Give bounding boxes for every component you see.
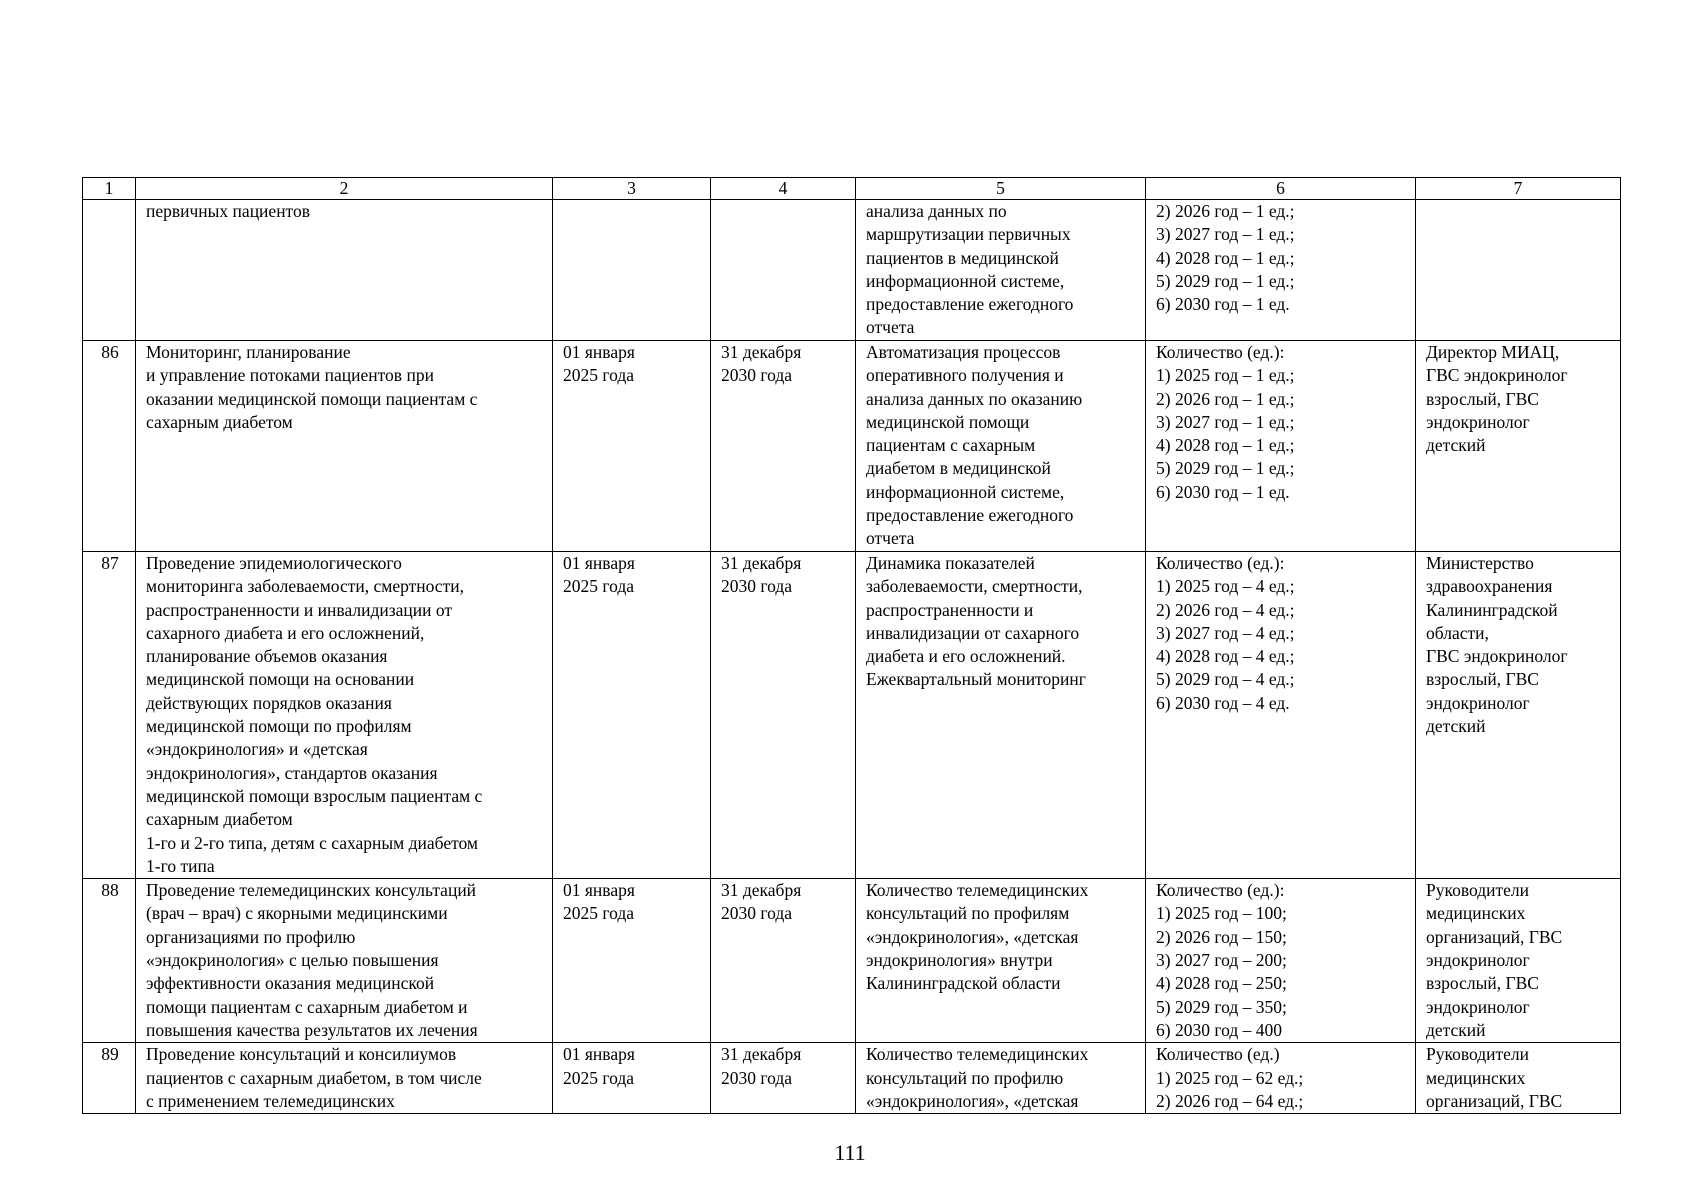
text-line: анализа данных по — [866, 201, 1007, 221]
start-date-cell — [553, 879, 711, 1043]
text-line: 31 декабря — [721, 342, 802, 362]
text-line: 5) 2029 год – 1 ед.; — [1156, 270, 1295, 291]
text-line: отчета — [866, 528, 915, 549]
text-line: 2025 года — [563, 365, 635, 386]
text-line: (врач – врач) с якорными медицинскими — [146, 903, 448, 924]
text-line: Ежеквартальный мониторинг — [866, 669, 1086, 690]
text-line: детский — [1426, 435, 1486, 456]
text-line: 2) 2026 год – 1 ед.; — [1156, 388, 1295, 409]
text-line: Проведение телемедицинских консультаций — [146, 880, 477, 901]
responsible-cell — [1416, 1043, 1621, 1114]
text-line: пациентам с сахарным — [866, 435, 1036, 456]
text-line: эндокринология» внутри — [866, 950, 1053, 971]
text-line: 6) 2030 год – 400 — [1156, 1019, 1282, 1040]
text-line: здравоохранения — [1426, 576, 1553, 597]
text-line: пациентов с сахарным диабетом, в том числе — [146, 1067, 482, 1088]
text-line: 1) 2025 год – 4 ед.; — [1156, 576, 1295, 597]
table-row — [83, 200, 1621, 341]
text-line: организаций, ГВС — [1426, 1090, 1563, 1111]
text-line: эндокринология», стандартов оказания — [146, 762, 438, 783]
text-line: эффективности оказания медицинской — [146, 973, 435, 994]
text-line: Мониторинг, планирование — [146, 342, 351, 362]
text-line: 31 декабря — [721, 553, 802, 573]
end-date-cell — [711, 1043, 856, 1114]
end-date-cell — [711, 341, 856, 552]
text-line: 01 января — [563, 342, 635, 362]
text-line: Проведение консультаций и консилиумов — [146, 1044, 457, 1065]
text-line: Динамика показателей — [866, 553, 1035, 573]
text-line: 6) 2030 год – 1 ед. — [1156, 294, 1290, 315]
text-line: 6) 2030 год – 1 ед. — [1156, 481, 1290, 502]
text-line: 6) 2030 год – 4 ед. — [1156, 692, 1290, 713]
text-line: медицинской помощи по профилям — [146, 716, 412, 737]
text-line: эндокринолог — [1426, 996, 1530, 1017]
indicator-cell — [1146, 341, 1416, 552]
text-line: консультаций по профилям — [866, 903, 1070, 924]
text-line: распространенности и — [866, 599, 1034, 620]
text-line: ГВС эндокринолог — [1426, 646, 1568, 667]
indicator-cell — [1146, 879, 1416, 1043]
text-line: детский — [1426, 716, 1486, 737]
result-cell — [856, 879, 1146, 1043]
text-line: предоставление ежегодного — [866, 294, 1074, 315]
text-line: 2030 года — [721, 903, 793, 924]
text-line: диабетом в медицинской — [866, 458, 1051, 479]
text-line: организаций, ГВС — [1426, 926, 1563, 947]
text-line: Министерство — [1426, 553, 1534, 573]
text-line: диабета и его осложнений. — [866, 646, 1066, 667]
text-line: отчета — [866, 317, 915, 338]
text-line: консультаций по профилю — [866, 1067, 1064, 1088]
text-line: заболеваемости, смертности, — [866, 576, 1083, 597]
measure-cell — [136, 341, 553, 552]
text-line: оказании медицинской помощи пациентам с — [146, 388, 478, 409]
end-date-cell — [711, 200, 856, 341]
start-date-cell — [553, 341, 711, 552]
text-line: 3) 2027 год – 1 ед.; — [1156, 411, 1295, 432]
text-line: 01 января — [563, 553, 635, 573]
row-number-cell: 89 — [83, 1043, 136, 1114]
start-date-cell — [553, 200, 711, 341]
text-line: сахарным диабетом — [146, 411, 293, 432]
text-line: сахарного диабета и его осложнений, — [146, 622, 425, 643]
text-line: оперативного получения и — [866, 365, 1064, 386]
text-line: медицинской помощи взрослым пациентам с — [146, 785, 483, 806]
text-line: 01 января — [563, 880, 635, 901]
text-line: Количество (ед.): — [1156, 880, 1285, 901]
text-line: Калининградской — [1426, 599, 1558, 620]
text-line: взрослый, ГВС — [1426, 669, 1539, 690]
text-line: 2) 2026 год – 4 ед.; — [1156, 599, 1295, 620]
column-number-row — [83, 178, 1621, 200]
row-number-cell: 86 — [83, 341, 136, 552]
text-line: 3) 2027 год – 4 ед.; — [1156, 622, 1295, 643]
start-date-cell — [553, 552, 711, 879]
table-row — [83, 1043, 1621, 1114]
text-line: 1) 2025 год – 100; — [1156, 903, 1287, 924]
column-number: 2 — [136, 178, 553, 200]
text-line: 31 декабря — [721, 880, 802, 901]
text-line: 2) 2026 год – 1 ед.; — [1156, 201, 1295, 221]
text-line: 2025 года — [563, 903, 635, 924]
text-line: эндокринолог — [1426, 950, 1530, 971]
text-line: 5) 2029 год – 4 ед.; — [1156, 669, 1295, 690]
text-line: эндокринолог — [1426, 692, 1530, 713]
text-line: 3) 2027 год – 200; — [1156, 950, 1287, 971]
text-line: Количество телемедицинских — [866, 1044, 1089, 1065]
text-line: «эндокринология», «детская — [866, 1090, 1079, 1111]
text-line: «эндокринология» с целью повышения — [146, 950, 439, 971]
text-line: 4) 2028 год – 250; — [1156, 973, 1287, 994]
column-number: 3 — [553, 178, 711, 200]
text-line: мониторинга заболеваемости, смертности, — [146, 576, 464, 597]
text-line: и управление потоками пациентов при — [146, 365, 434, 386]
text-line: организациями по профилю — [146, 926, 356, 947]
column-number: 5 — [856, 178, 1146, 200]
result-cell — [856, 1043, 1146, 1114]
text-line: области, — [1426, 622, 1489, 643]
text-line: 4) 2028 год – 1 ед.; — [1156, 247, 1295, 268]
text-line: 2) 2026 год – 150; — [1156, 926, 1287, 947]
column-number: 1 — [83, 178, 136, 200]
text-line: Руководители — [1426, 1044, 1530, 1065]
text-line: Количество телемедицинских — [866, 880, 1089, 901]
text-line: инвалидизации от сахарного — [866, 622, 1080, 643]
text-line: 3) 2027 год – 1 ед.; — [1156, 224, 1295, 245]
table-row — [83, 879, 1621, 1043]
text-line: «эндокринология», «детская — [866, 926, 1079, 947]
measure-cell — [136, 552, 553, 879]
indicator-cell — [1146, 200, 1416, 341]
result-cell — [856, 200, 1146, 341]
text-line: детский — [1426, 1019, 1486, 1040]
measure-cell — [136, 879, 553, 1043]
table-row — [83, 341, 1621, 552]
text-line: 1-го типа — [146, 855, 215, 876]
text-line: 2) 2026 год – 64 ед.; — [1156, 1090, 1304, 1111]
end-date-cell — [711, 879, 856, 1043]
text-line: действующих порядков оказания — [146, 692, 392, 713]
text-line: 2030 года — [721, 1067, 793, 1088]
result-cell — [856, 341, 1146, 552]
text-line: Количество (ед.): — [1156, 553, 1285, 573]
text-line: медицинской помощи — [866, 411, 1030, 432]
text-line: сахарным диабетом — [146, 809, 293, 830]
text-line: ГВС эндокринолог — [1426, 365, 1568, 386]
text-line: 2025 года — [563, 1067, 635, 1088]
text-line: 2025 года — [563, 576, 635, 597]
text-line: медицинских — [1426, 1067, 1526, 1088]
text-line: Руководители — [1426, 880, 1530, 901]
text-line: 1) 2025 год – 1 ед.; — [1156, 365, 1295, 386]
text-line: распространенности и инвалидизации от — [146, 599, 453, 620]
text-line: медицинской помощи на основании — [146, 669, 415, 690]
column-number: 7 — [1416, 178, 1621, 200]
responsible-cell — [1416, 200, 1621, 341]
row-number-cell: 88 — [83, 879, 136, 1043]
result-cell — [856, 552, 1146, 879]
indicator-cell — [1146, 552, 1416, 879]
text-line: 31 декабря — [721, 1044, 802, 1065]
text-line: 4) 2028 год – 4 ед.; — [1156, 646, 1295, 667]
text-line: маршрутизации первичных — [866, 224, 1071, 245]
row-number-cell — [83, 200, 136, 341]
text-line: Калининградской области — [866, 973, 1061, 994]
text-line: 1) 2025 год – 62 ед.; — [1156, 1067, 1304, 1088]
measure-cell — [136, 200, 553, 341]
responsible-cell — [1416, 879, 1621, 1043]
text-line: информационной системе, — [866, 270, 1065, 291]
measures-table — [82, 177, 1621, 1114]
text-line: 4) 2028 год – 1 ед.; — [1156, 435, 1295, 456]
text-line: Проведение эпидемиологического — [146, 553, 402, 573]
text-line: планирование объемов оказания — [146, 646, 388, 667]
text-line: информационной системе, — [866, 481, 1065, 502]
text-line: пациентов в медицинской — [866, 247, 1059, 268]
end-date-cell — [711, 552, 856, 879]
text-line: первичных пациентов — [146, 201, 310, 221]
text-line: эндокринолог — [1426, 411, 1530, 432]
text-line: 01 января — [563, 1044, 635, 1065]
text-line: Автоматизация процессов — [866, 342, 1061, 362]
text-line: взрослый, ГВС — [1426, 973, 1539, 994]
text-line: 2030 года — [721, 365, 793, 386]
text-line: повышения качества результатов их лечения — [146, 1019, 478, 1040]
responsible-cell — [1416, 552, 1621, 879]
text-line: 5) 2029 год – 350; — [1156, 996, 1287, 1017]
text-line: медицинских — [1426, 903, 1526, 924]
text-line: взрослый, ГВС — [1426, 388, 1539, 409]
text-line: предоставление ежегодного — [866, 505, 1074, 526]
text-line: «эндокринология» и «детская — [146, 739, 368, 760]
text-line: Количество (ед.) — [1156, 1044, 1280, 1065]
text-line: анализа данных по оказанию — [866, 388, 1083, 409]
text-line: 1-го и 2-го типа, детям с сахарным диабетом — [146, 832, 478, 853]
text-line: помощи пациентам с сахарным диабетом и — [146, 996, 468, 1017]
indicator-cell — [1146, 1043, 1416, 1114]
page-number: 111 — [834, 1140, 866, 1165]
responsible-cell — [1416, 341, 1621, 552]
start-date-cell — [553, 1043, 711, 1114]
text-line: 5) 2029 год – 1 ед.; — [1156, 458, 1295, 479]
text-line: с применением телемедицинских — [146, 1090, 395, 1111]
table-row — [83, 552, 1621, 879]
text-line: 2030 года — [721, 576, 793, 597]
column-number: 4 — [711, 178, 856, 200]
text-line: Количество (ед.): — [1156, 342, 1285, 362]
text-line: Директор МИАЦ, — [1426, 342, 1560, 362]
measure-cell — [136, 1043, 553, 1114]
column-number: 6 — [1146, 178, 1416, 200]
row-number-cell: 87 — [83, 552, 136, 879]
